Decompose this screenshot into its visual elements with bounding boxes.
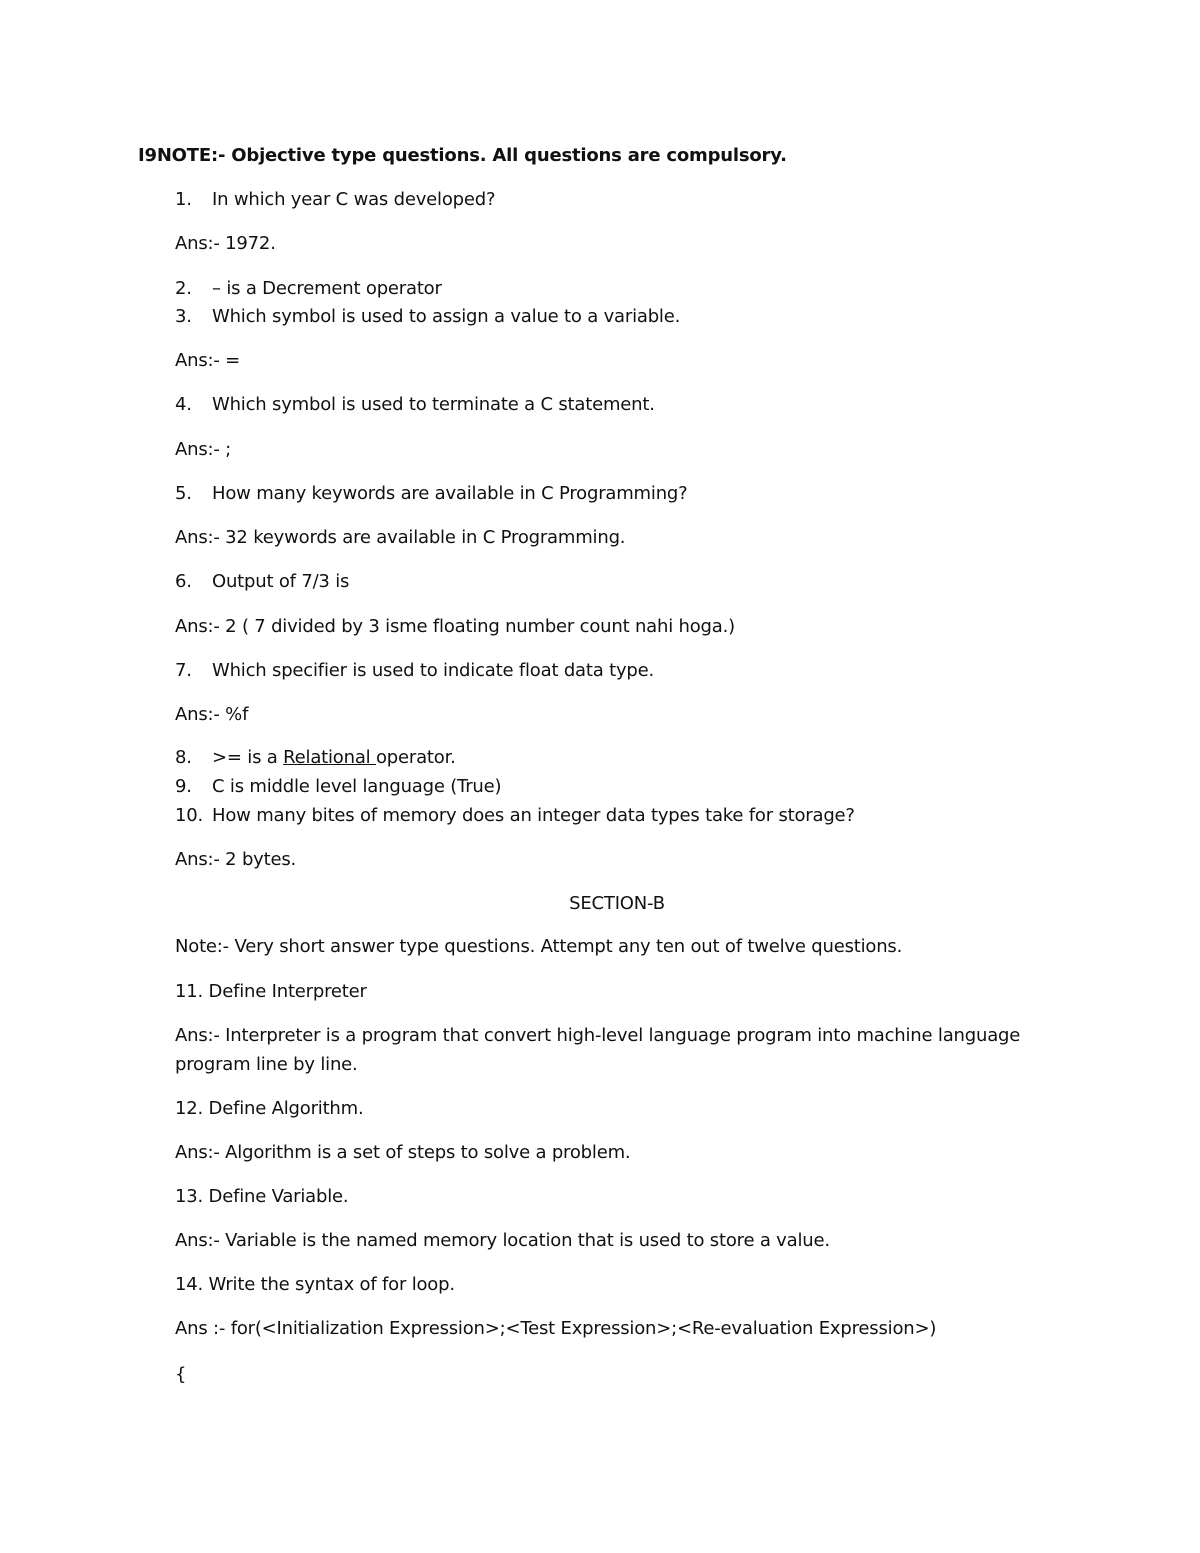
answer-12: Ans:- Algorithm is a set of steps to solve a problem. bbox=[175, 1142, 631, 1163]
question-number: 7. bbox=[175, 660, 192, 681]
answer-14: Ans :- for(<Initialization Expression>;<Test Expression>;<Re-evaluation Expression>) bbox=[175, 1318, 937, 1339]
answer-6: Ans:- 2 ( 7 divided by 3 isme floating number count nahi hoga.) bbox=[175, 616, 735, 637]
answer-4: Ans:- ; bbox=[175, 439, 232, 460]
question-number: 10. bbox=[175, 805, 204, 826]
question-text: How many bites of memory does an integer data types take for storage? bbox=[212, 805, 855, 826]
question-text: Which specifier is used to indicate float data type. bbox=[212, 660, 655, 681]
objective-note: I9NOTE:- Objective type questions. All questions are compulsory. bbox=[138, 145, 787, 166]
answer-11-line-2: program line by line. bbox=[175, 1054, 358, 1075]
section-b-note: Note:- Very short answer type questions. Attempt any ten out of twelve questions. bbox=[175, 936, 903, 957]
underlined-term: Relational bbox=[283, 747, 376, 768]
question-number: 3. bbox=[175, 306, 192, 327]
question-text: C is middle level language (True) bbox=[212, 776, 502, 797]
question-13: 13. Define Variable. bbox=[175, 1186, 349, 1207]
question-text: – is a Decrement operator bbox=[212, 278, 442, 299]
answer-1: Ans:- 1972. bbox=[175, 233, 276, 254]
question-text bbox=[212, 746, 456, 770]
question-number: 5. bbox=[175, 483, 192, 504]
question-text: Which symbol is used to assign a value to a variable. bbox=[212, 306, 681, 327]
answer-3: Ans:- = bbox=[175, 350, 241, 371]
question-11: 11. Define Interpreter bbox=[175, 981, 367, 1002]
opening-brace: { bbox=[175, 1364, 187, 1385]
question-text-post: operator. bbox=[375, 747, 456, 768]
question-number: 1. bbox=[175, 189, 192, 210]
question-number: 8. bbox=[175, 747, 192, 768]
answer-13: Ans:- Variable is the named memory location that is used to store a value. bbox=[175, 1230, 830, 1251]
question-number: 9. bbox=[175, 776, 192, 797]
question-text: Which symbol is used to terminate a C statement. bbox=[212, 394, 655, 415]
question-text-pre: >= is a bbox=[212, 747, 284, 768]
question-text: In which year C was developed? bbox=[212, 189, 496, 210]
section-heading: SECTION-B bbox=[569, 893, 665, 914]
question-text: Output of 7/3 is bbox=[212, 571, 350, 592]
answer-11-line-1: Ans:- Interpreter is a program that convert high-level language program into machine language bbox=[175, 1025, 1021, 1046]
question-number: 6. bbox=[175, 571, 192, 592]
answer-10: Ans:- 2 bytes. bbox=[175, 849, 297, 870]
question-14: 14. Write the syntax of for loop. bbox=[175, 1274, 455, 1295]
answer-7: Ans:- %f bbox=[175, 704, 249, 725]
question-number: 4. bbox=[175, 394, 192, 415]
question-text: How many keywords are available in C Programming? bbox=[212, 483, 688, 504]
question-12: 12. Define Algorithm. bbox=[175, 1098, 364, 1119]
question-number: 2. bbox=[175, 278, 192, 299]
answer-5: Ans:- 32 keywords are available in C Programming. bbox=[175, 527, 626, 548]
